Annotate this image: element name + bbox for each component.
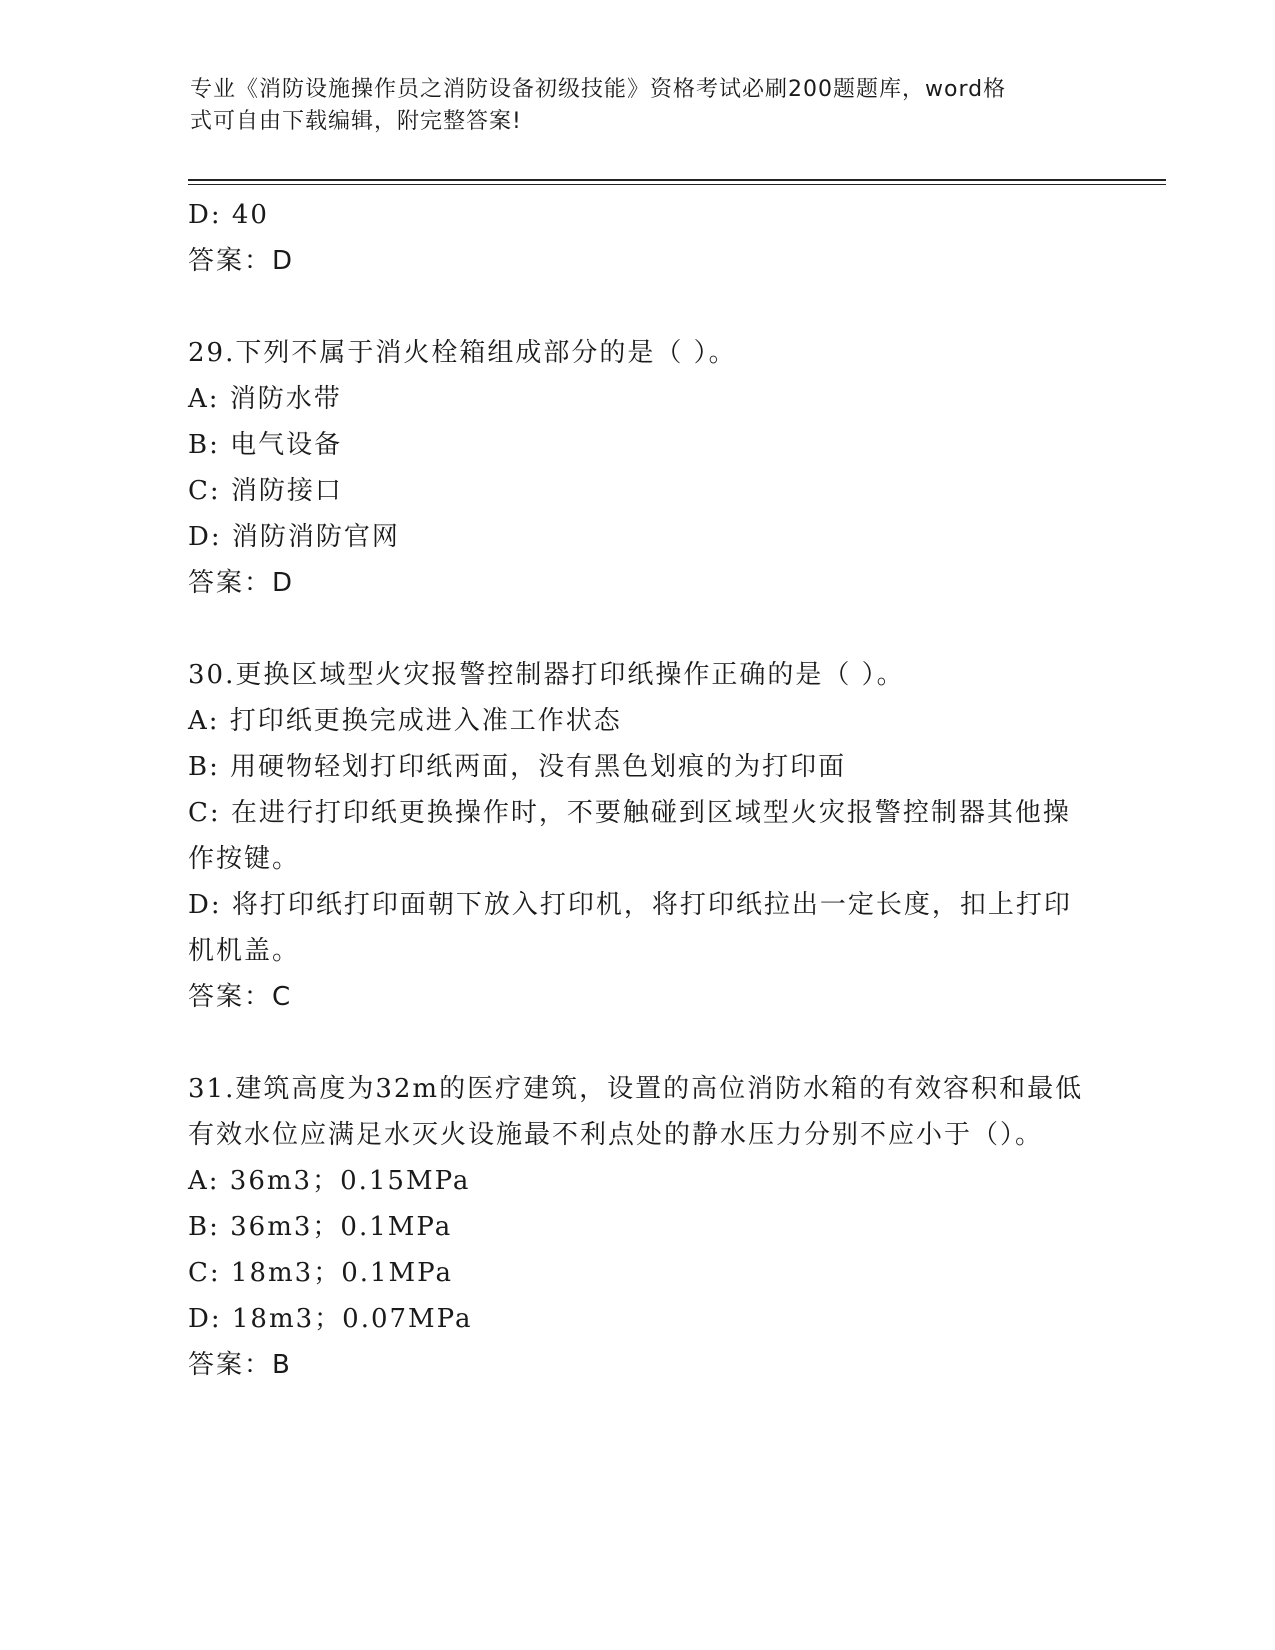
header-line-2: 式可自由下载编辑，附完整答案! xyxy=(190,109,522,134)
option-a: A: 打印纸更换完成进入准工作状态 xyxy=(188,706,622,736)
question-text: 31.建筑高度为32m的医疗建筑，设置的高位消防水箱的有效容积和最低有效水位应满足水灭火设施最不利点处的静水压力分别不应小于（）。 xyxy=(188,1074,1084,1150)
option-b: B: 36m3；0.1MPa xyxy=(188,1212,453,1242)
header-divider-thick xyxy=(188,179,1166,181)
option-d: D: 40 xyxy=(188,200,269,230)
answer-line: 答案：B xyxy=(188,1350,292,1380)
option-a: A: 36m3；0.15MPa xyxy=(188,1166,471,1196)
option-d: D: 18m3；0.07MPa xyxy=(188,1304,473,1334)
question-text: 30.更换区域型火灾报警控制器打印纸操作正确的是（ ）。 xyxy=(188,660,905,690)
option-b: B: 用硬物轻划打印纸两面，没有黑色划痕的为打印面 xyxy=(188,752,847,782)
document-header xyxy=(190,74,1070,138)
option-d: D: 将打印纸打印面朝下放入打印机，将打印纸拉出一定长度，扣上打印机机盖。 xyxy=(188,890,1072,966)
header-line-1: 专业《消防设施操作员之消防设备初级技能》资格考试必刷200题题库，word格 xyxy=(190,77,1007,102)
option-d: D: 消防消防官网 xyxy=(188,522,400,552)
prev-question xyxy=(188,192,1088,284)
question-content xyxy=(188,192,1088,1388)
option-c: C: 18m3；0.1MPa xyxy=(188,1258,453,1288)
answer-line: 答案：D xyxy=(188,246,295,276)
option-c: C: 消防接口 xyxy=(188,476,343,506)
answer-line: 答案：D xyxy=(188,568,295,598)
option-a: A: 消防水带 xyxy=(188,384,342,414)
question-29 xyxy=(188,330,1088,606)
answer-line: 答案：C xyxy=(188,982,293,1012)
question-31 xyxy=(188,1066,1088,1388)
question-30 xyxy=(188,652,1088,1020)
question-text: 29.下列不属于消火栓箱组成部分的是（ ）。 xyxy=(188,338,737,368)
header-divider-thin xyxy=(188,184,1166,185)
option-c: C: 在进行打印纸更换操作时，不要触碰到区域型火灾报警控制器其他操作按键。 xyxy=(188,798,1071,874)
option-b: B: 电气设备 xyxy=(188,430,343,460)
